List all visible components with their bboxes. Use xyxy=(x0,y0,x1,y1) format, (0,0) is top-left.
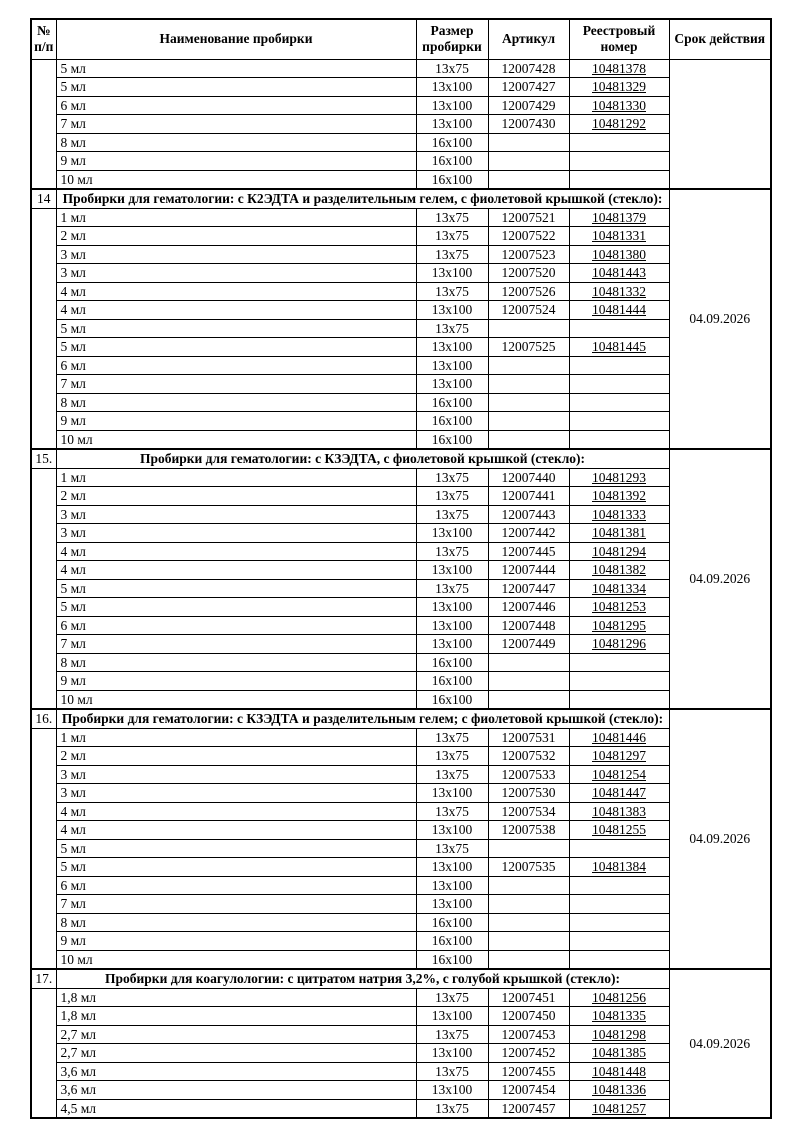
table-row xyxy=(31,338,771,357)
row-article: 12007428 xyxy=(488,59,569,78)
row-volume: 4 мл xyxy=(56,301,416,320)
row-volume: 2 мл xyxy=(56,487,416,506)
row-article: 12007531 xyxy=(488,728,569,747)
row-size: 13x75 xyxy=(416,282,488,301)
row-article: 12007453 xyxy=(488,1025,569,1044)
table-row xyxy=(31,988,771,1007)
section-title-row xyxy=(31,709,771,728)
row-volume: 4 мл xyxy=(56,282,416,301)
row-size: 13x75 xyxy=(416,1062,488,1081)
row-volume: 6 мл xyxy=(56,876,416,895)
section-number-spacer xyxy=(31,468,56,709)
row-volume: 8 мл xyxy=(56,133,416,152)
validity-date: 04.09.2026 xyxy=(669,969,771,1118)
row-registry xyxy=(569,170,669,189)
section-title-row xyxy=(31,189,771,208)
section-title: Пробирки для гематологии: с КЗЭДТА, с фиолетовой крышкой (стекло): xyxy=(56,449,669,468)
row-article: 12007445 xyxy=(488,542,569,561)
row-volume: 8 мл xyxy=(56,653,416,672)
row-registry: 10481444 xyxy=(569,301,669,320)
row-size: 13x100 xyxy=(416,78,488,97)
row-size: 13x100 xyxy=(416,524,488,543)
row-volume: 4 мл xyxy=(56,542,416,561)
row-volume: 10 мл xyxy=(56,430,416,449)
row-volume: 6 мл xyxy=(56,96,416,115)
table-row xyxy=(31,672,771,691)
table-row xyxy=(31,1062,771,1081)
row-article xyxy=(488,913,569,932)
row-volume: 7 мл xyxy=(56,115,416,134)
row-size: 16x100 xyxy=(416,152,488,171)
row-registry xyxy=(569,412,669,431)
row-size: 13x75 xyxy=(416,208,488,227)
row-article: 12007532 xyxy=(488,747,569,766)
row-registry xyxy=(569,672,669,691)
row-article: 12007521 xyxy=(488,208,569,227)
row-article xyxy=(488,393,569,412)
table-header-row xyxy=(31,19,771,59)
row-volume: 4 мл xyxy=(56,821,416,840)
row-article: 12007427 xyxy=(488,78,569,97)
table-row xyxy=(31,133,771,152)
row-size: 13x75 xyxy=(416,59,488,78)
row-volume: 5 мл xyxy=(56,839,416,858)
table-row xyxy=(31,319,771,338)
row-registry: 10481298 xyxy=(569,1025,669,1044)
table-row xyxy=(31,895,771,914)
row-registry: 10481336 xyxy=(569,1081,669,1100)
section-title: Пробирки для коагулологии: с цитратом натрия 3,2%, с голубой крышкой (стекло): xyxy=(56,969,669,988)
row-article: 12007526 xyxy=(488,282,569,301)
row-size: 13x75 xyxy=(416,728,488,747)
row-registry: 10481378 xyxy=(569,59,669,78)
table-row xyxy=(31,505,771,524)
row-article: 12007452 xyxy=(488,1044,569,1063)
row-volume: 6 мл xyxy=(56,356,416,375)
row-article: 12007450 xyxy=(488,1007,569,1026)
row-volume: 5 мл xyxy=(56,59,416,78)
row-registry: 10481383 xyxy=(569,802,669,821)
table-row xyxy=(31,913,771,932)
section-number: 14 xyxy=(31,189,56,208)
table-row xyxy=(31,932,771,951)
validity-date: 04.09.2026 xyxy=(669,709,771,969)
tube-catalog-table xyxy=(30,18,772,1119)
row-registry: 10481332 xyxy=(569,282,669,301)
row-volume: 5 мл xyxy=(56,858,416,877)
section-number-spacer xyxy=(31,208,56,449)
row-size: 13x75 xyxy=(416,227,488,246)
row-article xyxy=(488,412,569,431)
section-title: Пробирки для гематологии: с К2ЭДТА и разделительным гелем, с фиолетовой крышкой (стекло): xyxy=(56,189,669,208)
row-registry: 10481296 xyxy=(569,635,669,654)
row-article: 12007446 xyxy=(488,598,569,617)
row-registry: 10481293 xyxy=(569,468,669,487)
row-volume: 10 мл xyxy=(56,170,416,189)
row-registry: 10481294 xyxy=(569,542,669,561)
section-title-row xyxy=(31,449,771,468)
table-row xyxy=(31,765,771,784)
row-size: 16x100 xyxy=(416,170,488,189)
row-registry: 10481382 xyxy=(569,561,669,580)
col-header-validity: Срок действия xyxy=(669,19,771,59)
row-size: 16x100 xyxy=(416,932,488,951)
row-article: 12007429 xyxy=(488,96,569,115)
validity-date xyxy=(669,59,771,189)
row-article: 12007430 xyxy=(488,115,569,134)
row-volume: 5 мл xyxy=(56,579,416,598)
row-article xyxy=(488,932,569,951)
row-registry: 10481380 xyxy=(569,245,669,264)
validity-date: 04.09.2026 xyxy=(669,189,771,449)
table-row xyxy=(31,561,771,580)
row-volume: 9 мл xyxy=(56,412,416,431)
row-registry: 10481292 xyxy=(569,115,669,134)
row-size: 16x100 xyxy=(416,393,488,412)
row-article xyxy=(488,839,569,858)
table-row xyxy=(31,412,771,431)
table-row xyxy=(31,430,771,449)
col-header-article: Артикул xyxy=(488,19,569,59)
row-registry: 10481392 xyxy=(569,487,669,506)
row-article xyxy=(488,653,569,672)
row-size: 13x100 xyxy=(416,895,488,914)
row-volume: 8 мл xyxy=(56,393,416,412)
row-size: 13x100 xyxy=(416,356,488,375)
row-size: 13x100 xyxy=(416,264,488,283)
row-registry: 10481448 xyxy=(569,1062,669,1081)
row-size: 13x75 xyxy=(416,505,488,524)
table-row xyxy=(31,170,771,189)
row-volume: 3 мл xyxy=(56,765,416,784)
row-size: 16x100 xyxy=(416,430,488,449)
table-row xyxy=(31,858,771,877)
table-row xyxy=(31,1044,771,1063)
row-volume: 1 мл xyxy=(56,208,416,227)
row-volume: 5 мл xyxy=(56,598,416,617)
table-row xyxy=(31,653,771,672)
row-size: 13x100 xyxy=(416,616,488,635)
table-row xyxy=(31,356,771,375)
row-article: 12007442 xyxy=(488,524,569,543)
table-row xyxy=(31,1025,771,1044)
row-registry: 10481445 xyxy=(569,338,669,357)
col-header-name: Наименование пробирки xyxy=(56,19,416,59)
row-article: 12007457 xyxy=(488,1099,569,1118)
row-size: 16x100 xyxy=(416,950,488,969)
row-registry: 10481330 xyxy=(569,96,669,115)
row-article xyxy=(488,895,569,914)
table-row xyxy=(31,264,771,283)
row-registry: 10481256 xyxy=(569,988,669,1007)
col-header-size: Размер пробирки xyxy=(416,19,488,59)
row-size: 16x100 xyxy=(416,672,488,691)
row-article: 12007522 xyxy=(488,227,569,246)
row-article xyxy=(488,356,569,375)
row-volume: 4,5 мл xyxy=(56,1099,416,1118)
row-registry: 10481331 xyxy=(569,227,669,246)
row-volume: 5 мл xyxy=(56,338,416,357)
row-article xyxy=(488,375,569,394)
row-size: 13x75 xyxy=(416,487,488,506)
row-registry xyxy=(569,876,669,895)
section-number: 17. xyxy=(31,969,56,988)
row-volume: 3,6 мл xyxy=(56,1062,416,1081)
row-volume: 7 мл xyxy=(56,895,416,914)
row-registry: 10481335 xyxy=(569,1007,669,1026)
row-article: 12007535 xyxy=(488,858,569,877)
row-size: 16x100 xyxy=(416,690,488,709)
row-article: 12007524 xyxy=(488,301,569,320)
row-size: 13x100 xyxy=(416,301,488,320)
row-registry: 10481297 xyxy=(569,747,669,766)
row-size: 13x100 xyxy=(416,598,488,617)
row-volume: 3 мл xyxy=(56,784,416,803)
table-row xyxy=(31,579,771,598)
row-size: 13x75 xyxy=(416,765,488,784)
row-registry xyxy=(569,393,669,412)
row-size: 13x75 xyxy=(416,468,488,487)
row-volume: 4 мл xyxy=(56,802,416,821)
row-volume: 2,7 мл xyxy=(56,1025,416,1044)
row-article: 12007533 xyxy=(488,765,569,784)
row-registry xyxy=(569,895,669,914)
row-registry xyxy=(569,430,669,449)
row-registry: 10481255 xyxy=(569,821,669,840)
row-volume: 9 мл xyxy=(56,152,416,171)
row-size: 16x100 xyxy=(416,913,488,932)
row-size: 13x100 xyxy=(416,858,488,877)
table-row xyxy=(31,784,771,803)
table-row xyxy=(31,747,771,766)
row-volume: 7 мл xyxy=(56,635,416,654)
table-row xyxy=(31,282,771,301)
row-article: 12007440 xyxy=(488,468,569,487)
table-row xyxy=(31,950,771,969)
row-registry: 10481379 xyxy=(569,208,669,227)
row-size: 13x75 xyxy=(416,802,488,821)
table-row xyxy=(31,59,771,78)
row-size: 13x75 xyxy=(416,579,488,598)
col-header-number: № п/п xyxy=(31,19,56,59)
row-article: 12007444 xyxy=(488,561,569,580)
row-size: 13x75 xyxy=(416,747,488,766)
section-number-spacer xyxy=(31,988,56,1118)
row-article: 12007523 xyxy=(488,245,569,264)
row-article: 12007455 xyxy=(488,1062,569,1081)
table-row xyxy=(31,1081,771,1100)
row-volume: 6 мл xyxy=(56,616,416,635)
row-article xyxy=(488,876,569,895)
row-size: 13x100 xyxy=(416,338,488,357)
row-volume: 2 мл xyxy=(56,227,416,246)
table-row xyxy=(31,115,771,134)
row-registry: 10481443 xyxy=(569,264,669,283)
row-article xyxy=(488,170,569,189)
table-row xyxy=(31,524,771,543)
table-row xyxy=(31,208,771,227)
table-row xyxy=(31,876,771,895)
row-registry xyxy=(569,913,669,932)
row-registry xyxy=(569,319,669,338)
table-row xyxy=(31,635,771,654)
section-title-row xyxy=(31,969,771,988)
row-size: 13x100 xyxy=(416,1044,488,1063)
row-registry: 10481329 xyxy=(569,78,669,97)
row-volume: 1 мл xyxy=(56,728,416,747)
row-registry: 10481253 xyxy=(569,598,669,617)
row-registry: 10481446 xyxy=(569,728,669,747)
row-article: 12007538 xyxy=(488,821,569,840)
row-registry: 10481381 xyxy=(569,524,669,543)
row-article: 12007454 xyxy=(488,1081,569,1100)
row-registry: 10481333 xyxy=(569,505,669,524)
validity-date: 04.09.2026 xyxy=(669,449,771,709)
row-volume: 9 мл xyxy=(56,672,416,691)
table-row xyxy=(31,375,771,394)
table-row xyxy=(31,301,771,320)
row-registry xyxy=(569,356,669,375)
table-row xyxy=(31,616,771,635)
row-volume: 8 мл xyxy=(56,913,416,932)
table-row xyxy=(31,821,771,840)
row-article xyxy=(488,133,569,152)
row-registry: 10481254 xyxy=(569,765,669,784)
row-registry xyxy=(569,152,669,171)
row-volume: 5 мл xyxy=(56,319,416,338)
row-volume: 7 мл xyxy=(56,375,416,394)
row-size: 13x75 xyxy=(416,839,488,858)
row-article xyxy=(488,319,569,338)
row-size: 16x100 xyxy=(416,653,488,672)
row-volume: 2 мл xyxy=(56,747,416,766)
row-size: 13x100 xyxy=(416,784,488,803)
row-size: 13x75 xyxy=(416,542,488,561)
row-article: 12007443 xyxy=(488,505,569,524)
row-article xyxy=(488,950,569,969)
table-row xyxy=(31,468,771,487)
table-row xyxy=(31,690,771,709)
row-article: 12007448 xyxy=(488,616,569,635)
row-registry xyxy=(569,932,669,951)
row-article: 12007520 xyxy=(488,264,569,283)
row-size: 13x75 xyxy=(416,988,488,1007)
table-row xyxy=(31,1099,771,1118)
table-row xyxy=(31,78,771,97)
row-size: 13x100 xyxy=(416,115,488,134)
row-size: 13x75 xyxy=(416,319,488,338)
table-row xyxy=(31,96,771,115)
row-size: 13x100 xyxy=(416,876,488,895)
row-registry xyxy=(569,950,669,969)
row-volume: 3 мл xyxy=(56,264,416,283)
row-registry: 10481295 xyxy=(569,616,669,635)
row-volume: 9 мл xyxy=(56,932,416,951)
row-size: 16x100 xyxy=(416,133,488,152)
row-article: 12007449 xyxy=(488,635,569,654)
row-volume: 10 мл xyxy=(56,690,416,709)
row-article: 12007441 xyxy=(488,487,569,506)
section-number: 16. xyxy=(31,709,56,728)
row-volume: 5 мл xyxy=(56,78,416,97)
row-volume: 1,8 мл xyxy=(56,1007,416,1026)
row-article: 12007534 xyxy=(488,802,569,821)
row-registry xyxy=(569,690,669,709)
table-row xyxy=(31,227,771,246)
row-volume: 1 мл xyxy=(56,468,416,487)
section-title: Пробирки для гематологии: с КЗЭДТА и разделительным гелем; с фиолетовой крышкой (стекло): xyxy=(56,709,669,728)
row-volume: 4 мл xyxy=(56,561,416,580)
table-row xyxy=(31,598,771,617)
col-header-registry: Реестровый номер xyxy=(569,19,669,59)
row-volume: 3 мл xyxy=(56,524,416,543)
section-number-spacer xyxy=(31,59,56,189)
table-row xyxy=(31,728,771,747)
row-registry: 10481385 xyxy=(569,1044,669,1063)
row-size: 13x75 xyxy=(416,1099,488,1118)
table-row xyxy=(31,839,771,858)
row-size: 13x100 xyxy=(416,561,488,580)
section-number-spacer xyxy=(31,728,56,969)
row-registry xyxy=(569,375,669,394)
row-article xyxy=(488,430,569,449)
table-row xyxy=(31,802,771,821)
table-row xyxy=(31,542,771,561)
row-size: 13x100 xyxy=(416,635,488,654)
row-article xyxy=(488,152,569,171)
row-article: 12007525 xyxy=(488,338,569,357)
row-volume: 3 мл xyxy=(56,505,416,524)
row-size: 13x100 xyxy=(416,96,488,115)
row-size: 13x100 xyxy=(416,375,488,394)
row-registry: 10481384 xyxy=(569,858,669,877)
row-registry xyxy=(569,839,669,858)
row-size: 13x75 xyxy=(416,245,488,264)
table-row xyxy=(31,487,771,506)
row-size: 13x100 xyxy=(416,1007,488,1026)
row-volume: 3,6 мл xyxy=(56,1081,416,1100)
row-registry xyxy=(569,653,669,672)
row-volume: 10 мл xyxy=(56,950,416,969)
row-article: 12007447 xyxy=(488,579,569,598)
row-size: 13x100 xyxy=(416,821,488,840)
table-row xyxy=(31,393,771,412)
table-row xyxy=(31,1007,771,1026)
row-article xyxy=(488,690,569,709)
row-registry xyxy=(569,133,669,152)
row-volume: 1,8 мл xyxy=(56,988,416,1007)
table-head xyxy=(31,19,771,59)
row-article: 12007530 xyxy=(488,784,569,803)
table-row xyxy=(31,152,771,171)
row-size: 16x100 xyxy=(416,412,488,431)
table-row xyxy=(31,245,771,264)
row-article xyxy=(488,672,569,691)
document-page xyxy=(30,18,772,1119)
row-size: 13x100 xyxy=(416,1081,488,1100)
row-registry: 10481334 xyxy=(569,579,669,598)
row-volume: 3 мл xyxy=(56,245,416,264)
table-body xyxy=(31,59,771,1118)
row-registry: 10481447 xyxy=(569,784,669,803)
row-volume: 2,7 мл xyxy=(56,1044,416,1063)
row-size: 13x75 xyxy=(416,1025,488,1044)
section-number: 15. xyxy=(31,449,56,468)
row-registry: 10481257 xyxy=(569,1099,669,1118)
row-article: 12007451 xyxy=(488,988,569,1007)
